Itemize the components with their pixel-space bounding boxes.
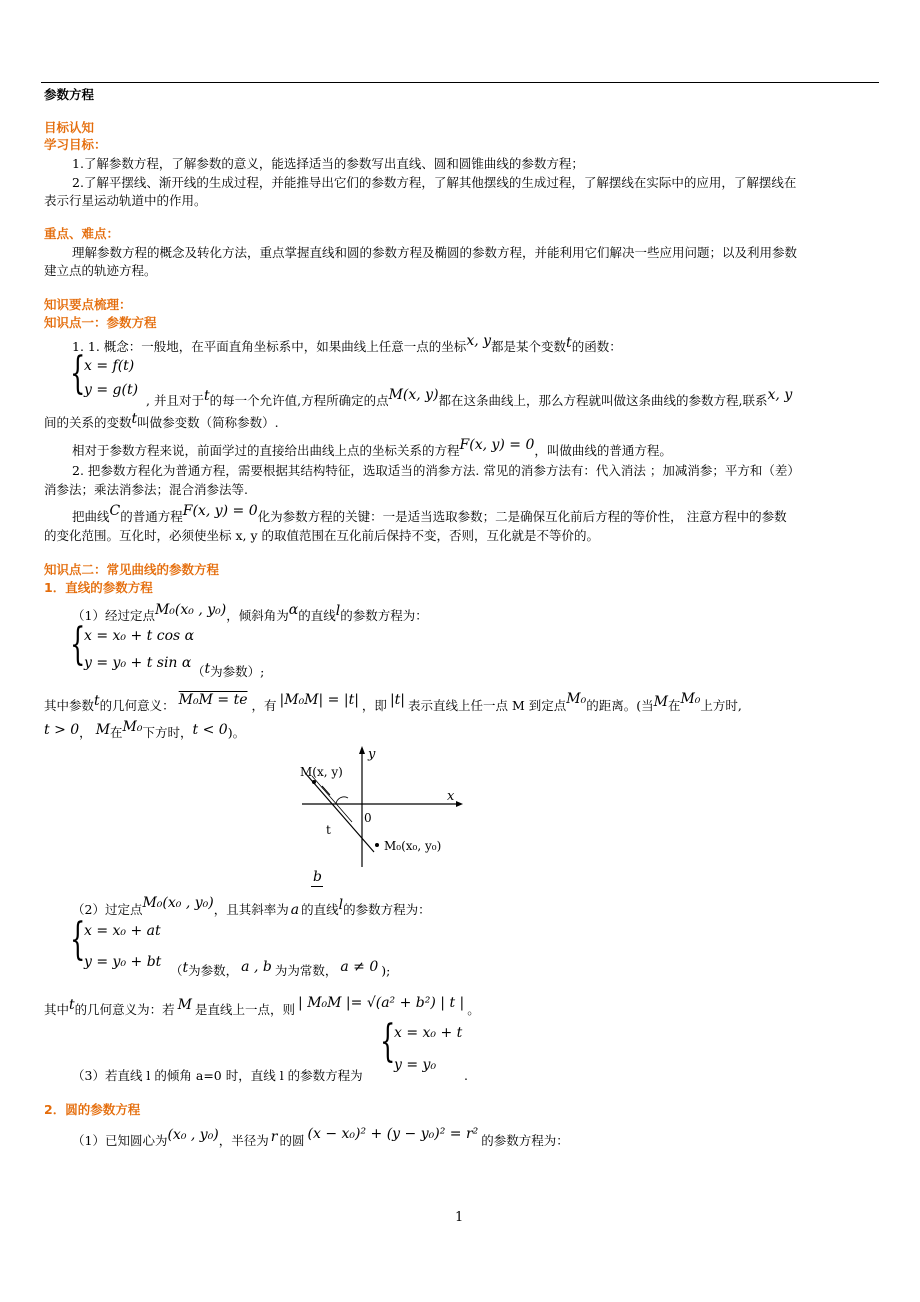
- line-parameter-figure: [296, 742, 471, 872]
- l2-M: M₀(x₀ , y₀): [142, 895, 214, 911]
- eq2-brace: {: [70, 619, 86, 670]
- goal-item-2: 2.了解平摆线、渐开线的生成过程，并能推导出它们的参数方程，了解其他摆线的生成过程，了解摆线在实际中的应用，了解摆线在: [72, 175, 797, 190]
- g1-M: M: [653, 694, 668, 710]
- l2-l: l: [338, 897, 344, 913]
- l2-d: 的参数方程为：: [343, 902, 431, 917]
- definition-line: [146, 387, 793, 410]
- eq3-brace: {: [70, 914, 86, 965]
- g3-eq: | M₀M |= √(a² + b²) | t |: [298, 995, 465, 1011]
- point-M: [312, 780, 316, 784]
- conv-F: F(x, y) = 0: [182, 503, 258, 519]
- concept-text-a: 1. 1. 概念：一般地，在平面直角坐标系中，如果曲线上任意一点的坐标: [72, 339, 467, 354]
- fig-origin-label: 0: [364, 811, 372, 825]
- g2-M0: M₀: [122, 719, 143, 735]
- g3-d: 。: [467, 1002, 480, 1017]
- c1-eq: (x − x₀)² + (y − y₀)² = r²: [307, 1126, 479, 1142]
- eq2-note-b: 为参数）;: [210, 664, 265, 679]
- eq3-note-d: );: [381, 963, 391, 978]
- eq3-x: x = x₀ + at: [84, 923, 161, 939]
- eq3-note-b: 为参数，: [188, 963, 239, 978]
- eq4-brace: {: [380, 1016, 396, 1067]
- page-title: 参数方程: [44, 87, 95, 102]
- conversion-line-2: 的变化范围。互化时，必须使坐标 x, y 的取值范围在互化前后保持不变，否则，互化就是不等价的。: [44, 528, 600, 543]
- key-text-cont: 建立点的轨迹方程。: [44, 263, 157, 278]
- c1-b: ，半径为: [218, 1133, 269, 1148]
- g3-a: 其中: [44, 1002, 70, 1017]
- line-case-1: [72, 602, 428, 625]
- geometric-meaning-2: [44, 719, 246, 742]
- def-t: t: [203, 388, 210, 404]
- l1-a: （1）经过定点: [72, 608, 155, 623]
- l1-b: ，倾斜角为: [226, 608, 289, 623]
- ordinary-eq-line: [72, 437, 672, 460]
- eq2-y: y = y₀ + t sin α: [84, 655, 192, 671]
- g1-d: ，即: [361, 698, 387, 713]
- def-M: M(x, y): [388, 387, 439, 403]
- ord-a: 相对于参数方程来说，前面学过的直接给出曲线上点的坐标关系的方程: [72, 443, 460, 458]
- l1-l: l: [335, 603, 341, 619]
- g2-d: )。: [227, 725, 246, 740]
- g1-b: 的几何意义：: [99, 698, 175, 713]
- eq3-ab: a , b: [241, 959, 272, 975]
- g1-vec: M₀M = te: [178, 692, 248, 708]
- g1-f: 的距离。(当: [586, 698, 654, 713]
- goal-subheading: 学习目标：: [44, 137, 107, 152]
- l1-c: 的直线: [298, 608, 336, 623]
- g2-b: 在: [110, 725, 123, 740]
- c1-d: 的参数方程为：: [481, 1133, 569, 1148]
- circle-param-heading: 2．圆的参数方程: [44, 1102, 141, 1117]
- def-xy: x, y: [767, 387, 793, 403]
- c1-a: （1）已知圆心为: [72, 1133, 168, 1148]
- key-heading: 重点、难点：: [44, 226, 120, 241]
- def2-t: t: [131, 411, 138, 427]
- knowledge-heading: 知识要点梳理：: [44, 297, 132, 312]
- concept-xy: x, y: [466, 333, 492, 349]
- segment-t: [312, 776, 352, 822]
- l2-c: 的直线: [301, 902, 339, 917]
- circle-case-1: [72, 1126, 569, 1150]
- slope-fraction-bar: [311, 886, 323, 887]
- l2-a: （2）过定点: [72, 902, 143, 917]
- eq3-note-c: 为为常数，: [274, 963, 338, 978]
- eq2-x: x = x₀ + t cos α: [84, 628, 195, 644]
- g3-b: 的几何意义为：若: [74, 1002, 175, 1017]
- geometric-meaning-1: [44, 691, 742, 715]
- conversion-line: [72, 503, 787, 526]
- fig-M0-label: M₀(x₀, y₀): [384, 839, 442, 853]
- g1-a: 其中参数: [44, 698, 95, 713]
- definition-line-2: [44, 411, 279, 432]
- eq4-y: y = y₀: [394, 1057, 437, 1073]
- slope-numerator: b: [313, 869, 322, 885]
- header-rule: [41, 82, 879, 83]
- c1-center: (x₀ , y₀): [167, 1127, 219, 1143]
- def-a: , 并且对于: [146, 393, 204, 408]
- g1-e: 表示直线上任一点 M 到定点: [408, 698, 567, 713]
- concept-text-c: 的函数：: [571, 339, 622, 354]
- line-case-2: [72, 895, 431, 919]
- eq2-note: [192, 663, 264, 681]
- eq1-brace: {: [70, 348, 86, 399]
- x-axis-arrow: [456, 801, 463, 807]
- g1-h: 上方时,: [700, 698, 742, 713]
- g1-M0b: M₀: [680, 691, 701, 707]
- g1-M0: M₀: [566, 691, 587, 707]
- l1-M: M₀(x₀ , y₀): [154, 602, 227, 618]
- fig-M-label: M(x, y): [300, 765, 343, 779]
- l1-d: 的参数方程为：: [340, 608, 428, 623]
- goal-item-1: 1.了解参数方程，了解参数的意义，能选择适当的参数写出直线、圆和圆锥曲线的参数方程；: [72, 156, 584, 171]
- c1-c: 的圆: [279, 1133, 305, 1148]
- point-M0: [375, 843, 379, 847]
- g2-M: M: [95, 722, 111, 738]
- slope-denominator: a: [290, 902, 300, 918]
- goal-item-2-cont: 表示行星运动轨道中的作用。: [44, 193, 207, 208]
- line-case-3-end: .: [464, 1068, 468, 1083]
- fig-y-label: y: [368, 747, 376, 762]
- g1-c: ，有: [251, 698, 277, 713]
- eq3-note: [170, 959, 391, 980]
- g3-t: t: [69, 997, 75, 1013]
- eq3-y: y = y₀ + bt: [84, 954, 162, 970]
- eq2-note-a: （: [192, 664, 205, 679]
- eq1-y: y = g(t): [84, 382, 139, 398]
- goal-heading: 目标认知: [44, 120, 95, 135]
- g2-t2: t < 0: [192, 722, 228, 738]
- def-c: 都在这条曲线上，那么方程就叫做这条曲线的参数方程,联系: [438, 393, 768, 408]
- eq3-a0: a ≠ 0: [340, 959, 379, 975]
- c1-r: r: [270, 1129, 278, 1145]
- l2-b: ，且其斜率为: [213, 902, 289, 917]
- concept-text: [72, 333, 622, 356]
- def2-b: 叫做参变数（简称参数）.: [137, 415, 279, 430]
- eq2-note-t: t: [204, 661, 211, 677]
- page-number: 1: [455, 1210, 464, 1225]
- line-case-3: （3）若直线 l 的倾角 a=0 时，直线 l 的参数方程为: [72, 1068, 363, 1083]
- ord-F: F(x, y) = 0: [459, 437, 535, 453]
- eq3-note-a: （: [170, 963, 183, 978]
- line-param-heading: 1．直线的参数方程: [44, 580, 153, 595]
- conv-a: 把曲线: [72, 509, 110, 524]
- eq3-note-t: t: [182, 960, 189, 976]
- g1-abst: |t|: [389, 692, 405, 708]
- eq1-x: x = f(t): [84, 358, 135, 374]
- g1-g: 在: [667, 698, 681, 713]
- kp2-heading: 知识点二：常见曲线的参数方程: [44, 562, 220, 577]
- eq4-x: x = x₀ + t: [394, 1025, 463, 1041]
- g2-a: ，: [79, 725, 92, 740]
- elimination-text: 2. 把参数方程化为普通方程，需要根据其结构特征，选取适当的消参方法. 常见的消参方法有：代入消法 ；加减消参；平方和（差）: [72, 463, 800, 478]
- g1-t: t: [94, 693, 100, 709]
- def-b: 的每一个允许值,方程所确定的点: [209, 393, 389, 408]
- concept-text-b: 都是某个变数: [491, 339, 567, 354]
- conv-C: C: [109, 503, 121, 519]
- fig-x-label: x: [447, 789, 455, 804]
- conv-c: 化为参数方程的关键：一是适当选取参数；二是确保互化前后方程的等价性， 注意方程中的参数: [257, 509, 787, 524]
- y-axis-arrow: [359, 746, 365, 754]
- fig-t-label: t: [326, 823, 331, 837]
- g2-t: t > 0: [44, 722, 80, 738]
- concept-t: t: [566, 335, 572, 351]
- g2-c: 下方时，: [142, 725, 193, 740]
- ord-b: ，叫做曲线的普通方程。: [534, 443, 672, 458]
- kp1-heading: 知识点一：参数方程: [44, 315, 157, 330]
- elimination-text-cont: 消参法；乘法消参法；混合消参法等.: [44, 482, 248, 497]
- key-text: 理解参数方程的概念及转化方法，重点掌握直线和圆的参数方程及椭圆的参数方程，并能利用它们解决一些应用问题；以及利用参数: [72, 245, 798, 260]
- g3-M: M: [177, 997, 193, 1013]
- conv-b: 的普通方程: [120, 509, 183, 524]
- g1-abs: |M₀M| = |t|: [279, 692, 359, 708]
- angle-arc: [336, 797, 348, 804]
- g3-c: 是直线上一点，则: [195, 1002, 296, 1017]
- def2-a: 间的关系的变数: [44, 415, 132, 430]
- l1-alpha: α: [288, 602, 299, 618]
- geometric-meaning-3: [44, 995, 480, 1019]
